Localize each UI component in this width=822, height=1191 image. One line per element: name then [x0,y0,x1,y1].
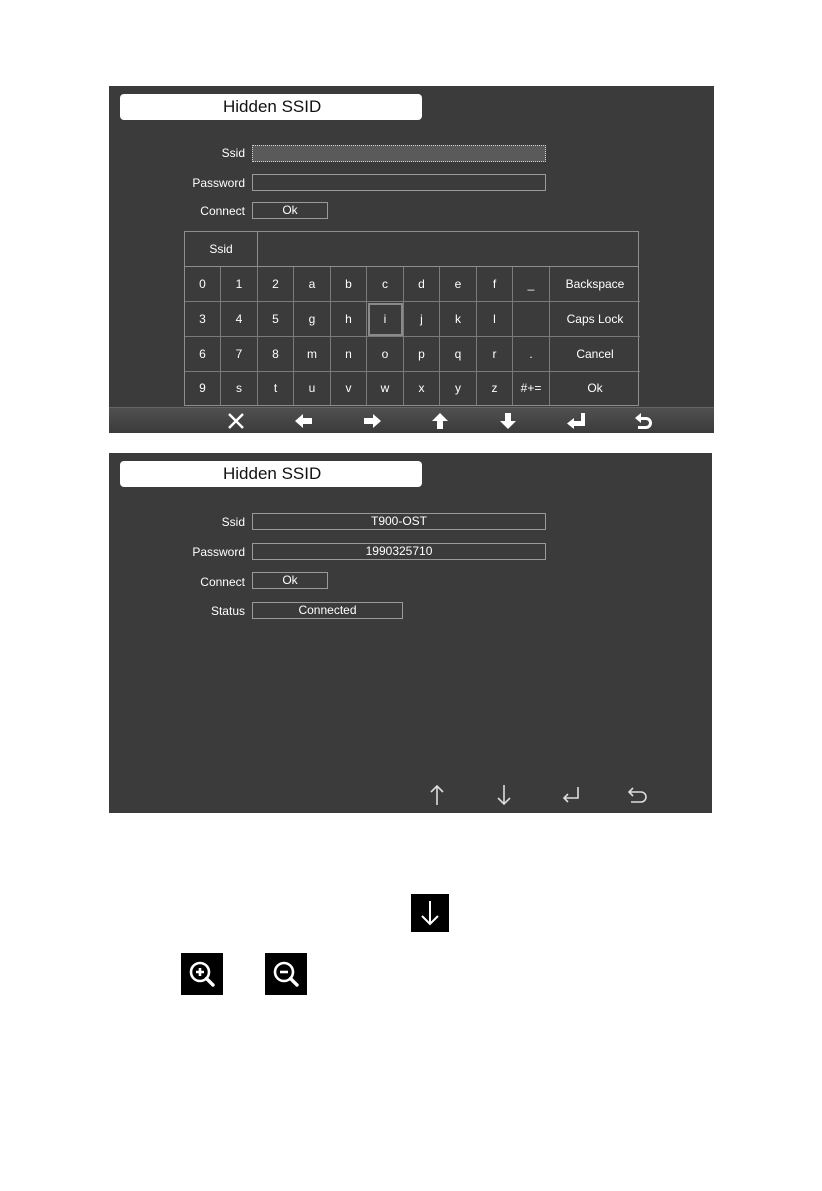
key-b[interactable]: b [331,267,367,302]
arrow-up-icon[interactable] [428,411,452,431]
zoom-out-icon [265,953,307,995]
onscreen-keyboard [184,231,639,406]
ssid-field[interactable]: T900-OST [252,513,546,530]
key-e[interactable]: e [440,267,477,302]
title-bar [120,94,422,120]
key-k[interactable]: k [440,302,477,337]
hidden-ssid-status-screen [109,453,712,813]
key-period[interactable]: . [513,337,550,372]
arrow-right-icon[interactable] [360,411,384,431]
page-title: Hidden SSID [223,97,322,116]
key-m[interactable]: m [294,337,331,372]
key-l[interactable]: l [477,302,513,337]
arrow-up-icon[interactable] [427,783,447,807]
key-1[interactable]: 1 [221,267,258,302]
key-2[interactable]: 2 [258,267,294,302]
title-bar [120,461,422,487]
key-backspace[interactable]: Backspace [550,267,640,302]
key-6[interactable]: 6 [185,337,221,372]
enter-icon[interactable] [564,411,588,431]
key-9[interactable]: 9 [185,371,221,405]
key-j[interactable]: j [404,302,440,337]
status-label: Status [210,604,245,618]
ssid-field[interactable] [252,145,546,162]
key-h[interactable]: h [331,302,367,337]
key-3[interactable]: 3 [185,302,221,337]
ssid-label: Ssid [221,515,245,529]
key-5[interactable]: 5 [258,302,294,337]
key-c[interactable]: c [367,267,404,302]
key-x[interactable]: x [404,371,440,405]
back-icon[interactable] [626,785,650,805]
key-a[interactable]: a [294,267,331,302]
key-f[interactable]: f [477,267,513,302]
key-4[interactable]: 4 [221,302,258,337]
key-q[interactable]: q [440,337,477,372]
key-i[interactable]: i [367,302,404,337]
connect-label: Connect [200,575,245,589]
key-underscore[interactable]: _ [513,267,550,302]
page-title: Hidden SSID [223,464,322,483]
key-ok[interactable]: Ok [587,381,603,395]
zoom-in-icon [181,953,223,995]
password-label: Password [192,176,245,190]
bottom-navbar [109,407,714,433]
arrow-down-icon [411,894,449,932]
ssid-label: Ssid [221,146,245,160]
close-icon[interactable] [224,411,248,431]
password-field[interactable]: 1990325710 [252,543,546,560]
connect-ok-button[interactable]: Ok [252,572,328,589]
arrow-down-icon[interactable] [494,783,514,807]
key-caps-lock[interactable]: Caps Lock [550,302,640,337]
key-cancel[interactable]: Cancel [550,337,640,372]
status-value: Connected [252,602,403,619]
password-field[interactable] [252,174,546,191]
key-blank [513,302,550,337]
hidden-ssid-keyboard-screen [109,86,714,433]
key-g[interactable]: g [294,302,331,337]
key-t[interactable]: t [258,371,294,405]
enter-icon[interactable] [559,785,583,805]
keyboard-target-label: Ssid [185,232,258,267]
key-0[interactable]: 0 [185,267,221,302]
key-y[interactable]: y [440,371,477,405]
connect-label: Connect [200,204,245,218]
key-z[interactable]: z [477,371,513,405]
password-label: Password [192,545,245,559]
arrow-down-icon[interactable] [496,411,520,431]
key-d[interactable]: d [404,267,440,302]
arrow-left-icon[interactable] [292,411,316,431]
key-o[interactable]: o [367,337,404,372]
back-icon[interactable] [632,411,656,431]
key-w[interactable]: w [367,371,404,405]
key-8[interactable]: 8 [258,337,294,372]
key-u[interactable]: u [294,371,331,405]
key-7[interactable]: 7 [221,337,258,372]
key-s[interactable]: s [221,371,258,405]
key-v[interactable]: v [331,371,367,405]
key-r[interactable]: r [477,337,513,372]
key-symbols[interactable]: #+= [513,371,550,405]
key-n[interactable]: n [331,337,367,372]
key-p[interactable]: p [404,337,440,372]
connect-ok-button[interactable]: Ok [252,202,328,219]
